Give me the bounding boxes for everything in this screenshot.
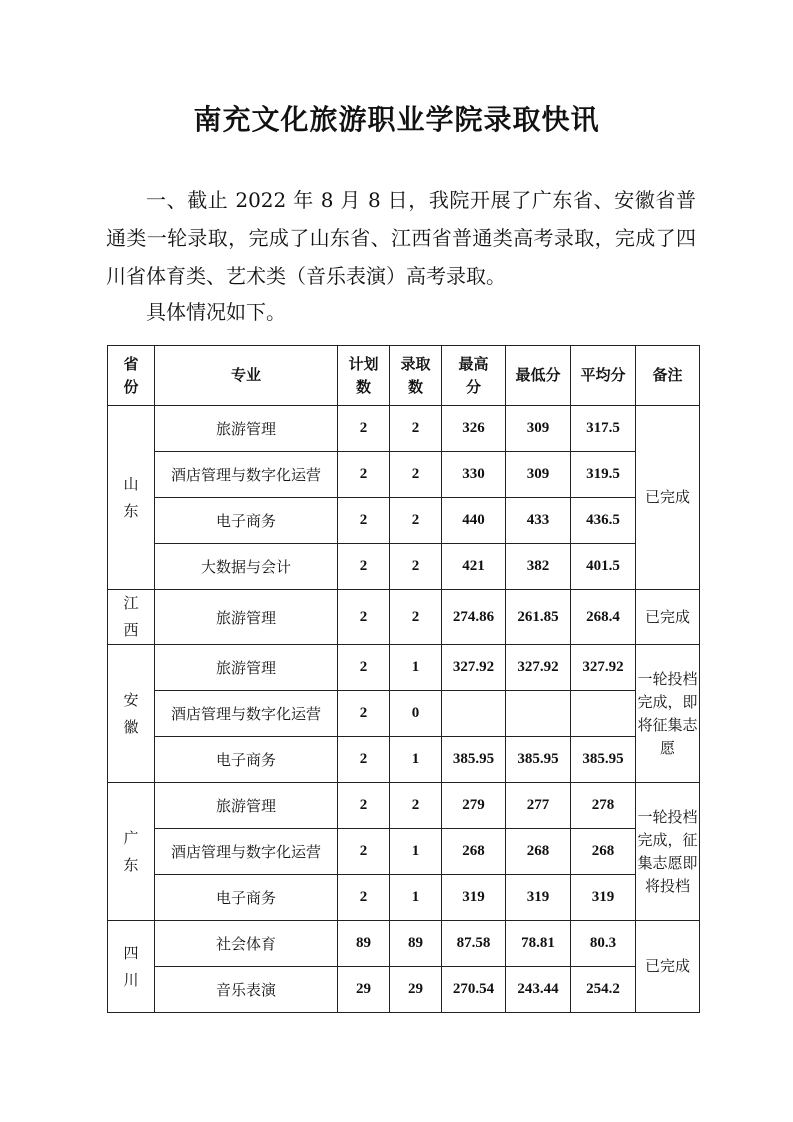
min-cell bbox=[506, 691, 571, 737]
table-body bbox=[108, 406, 700, 1013]
province-cell: 四川 bbox=[108, 921, 155, 1013]
plan-cell: 2 bbox=[338, 452, 390, 498]
note-cell: 已完成 bbox=[636, 921, 700, 1013]
avg-cell: 401.5 bbox=[571, 544, 636, 590]
table-row bbox=[108, 544, 700, 590]
table-row bbox=[108, 737, 700, 783]
min-cell: 327.92 bbox=[506, 645, 571, 691]
avg-cell: 319.5 bbox=[571, 452, 636, 498]
note-cell: 已完成 bbox=[636, 406, 700, 590]
table-row bbox=[108, 783, 700, 829]
min-cell: 78.81 bbox=[506, 921, 571, 967]
avg-cell: 254.2 bbox=[571, 967, 636, 1013]
avg-cell: 317.5 bbox=[571, 406, 636, 452]
intro-paragraph: 一、截止 2022 年 8 月 8 日，我院开展了广东省、安徽省普通类一轮录取，完成了山东省、江西省普通类高考录取，完成了四川省体育类、艺术类（音乐表演）高考录取。 bbox=[106, 188, 696, 288]
max-cell: 330 bbox=[442, 452, 506, 498]
table-row bbox=[108, 590, 700, 645]
admitted-cell: 2 bbox=[390, 498, 442, 544]
admitted-cell: 1 bbox=[390, 645, 442, 691]
province-cell: 江西 bbox=[108, 590, 155, 645]
admitted-cell: 2 bbox=[390, 590, 442, 645]
header-min-score: 最低分 bbox=[506, 346, 571, 406]
min-cell: 309 bbox=[506, 406, 571, 452]
max-cell: 385.95 bbox=[442, 737, 506, 783]
admitted-cell: 2 bbox=[390, 544, 442, 590]
note-cell: 一轮投档完成，征集志愿即将投档 bbox=[636, 783, 700, 921]
max-cell: 279 bbox=[442, 783, 506, 829]
max-cell: 268 bbox=[442, 829, 506, 875]
max-cell: 270.54 bbox=[442, 967, 506, 1013]
plan-cell: 2 bbox=[338, 691, 390, 737]
max-cell: 274.86 bbox=[442, 590, 506, 645]
major-cell: 大数据与会计 bbox=[155, 544, 338, 590]
avg-cell: 436.5 bbox=[571, 498, 636, 544]
note-cell: 已完成 bbox=[636, 590, 700, 645]
avg-cell: 80.3 bbox=[571, 921, 636, 967]
header-province: 省份 bbox=[108, 346, 155, 406]
plan-cell: 2 bbox=[338, 829, 390, 875]
major-cell: 音乐表演 bbox=[155, 967, 338, 1013]
plan-cell: 2 bbox=[338, 590, 390, 645]
plan-cell: 29 bbox=[338, 967, 390, 1013]
major-cell: 酒店管理与数字化运营 bbox=[155, 829, 338, 875]
page-title: 南充文化旅游职业学院录取快讯 bbox=[193, 103, 600, 136]
plan-cell: 2 bbox=[338, 544, 390, 590]
table-row bbox=[108, 921, 700, 967]
province-cell: 广东 bbox=[108, 783, 155, 921]
table-row bbox=[108, 967, 700, 1013]
note-cell: 一轮投档完成，即将征集志愿 bbox=[636, 645, 700, 783]
major-cell: 旅游管理 bbox=[155, 783, 338, 829]
admitted-cell: 2 bbox=[390, 406, 442, 452]
plan-cell: 2 bbox=[338, 875, 390, 921]
min-cell: 309 bbox=[506, 452, 571, 498]
province-cell: 安徽 bbox=[108, 645, 155, 783]
avg-cell: 268.4 bbox=[571, 590, 636, 645]
admitted-cell: 2 bbox=[390, 783, 442, 829]
max-cell: 326 bbox=[442, 406, 506, 452]
plan-cell: 89 bbox=[338, 921, 390, 967]
min-cell: 277 bbox=[506, 783, 571, 829]
max-cell: 319 bbox=[442, 875, 506, 921]
plan-cell: 2 bbox=[338, 737, 390, 783]
table-row bbox=[108, 645, 700, 691]
avg-cell bbox=[571, 691, 636, 737]
avg-cell: 278 bbox=[571, 783, 636, 829]
detail-lead-paragraph: 具体情况如下。 bbox=[146, 300, 286, 324]
header-max-score: 最高分 bbox=[442, 346, 506, 406]
table-row bbox=[108, 875, 700, 921]
admitted-cell: 1 bbox=[390, 829, 442, 875]
major-cell: 电子商务 bbox=[155, 875, 338, 921]
table-header-row bbox=[108, 346, 700, 406]
max-cell: 87.58 bbox=[442, 921, 506, 967]
avg-cell: 268 bbox=[571, 829, 636, 875]
min-cell: 319 bbox=[506, 875, 571, 921]
admitted-cell: 89 bbox=[390, 921, 442, 967]
table-row bbox=[108, 452, 700, 498]
admitted-cell: 29 bbox=[390, 967, 442, 1013]
major-cell: 酒店管理与数字化运营 bbox=[155, 691, 338, 737]
admitted-cell: 1 bbox=[390, 737, 442, 783]
min-cell: 382 bbox=[506, 544, 571, 590]
plan-cell: 2 bbox=[338, 406, 390, 452]
major-cell: 酒店管理与数字化运营 bbox=[155, 452, 338, 498]
table-row bbox=[108, 498, 700, 544]
major-cell: 旅游管理 bbox=[155, 406, 338, 452]
header-plan: 计划数 bbox=[338, 346, 390, 406]
admitted-cell: 2 bbox=[390, 452, 442, 498]
max-cell bbox=[442, 691, 506, 737]
plan-cell: 2 bbox=[338, 498, 390, 544]
avg-cell: 327.92 bbox=[571, 645, 636, 691]
table-row bbox=[108, 691, 700, 737]
min-cell: 261.85 bbox=[506, 590, 571, 645]
major-cell: 电子商务 bbox=[155, 737, 338, 783]
min-cell: 268 bbox=[506, 829, 571, 875]
major-cell: 旅游管理 bbox=[155, 645, 338, 691]
province-cell: 山东 bbox=[108, 406, 155, 590]
max-cell: 421 bbox=[442, 544, 506, 590]
max-cell: 327.92 bbox=[442, 645, 506, 691]
major-cell: 社会体育 bbox=[155, 921, 338, 967]
header-note: 备注 bbox=[636, 346, 700, 406]
major-cell: 旅游管理 bbox=[155, 590, 338, 645]
admitted-cell: 0 bbox=[390, 691, 442, 737]
header-major: 专业 bbox=[155, 346, 338, 406]
min-cell: 433 bbox=[506, 498, 571, 544]
header-admitted: 录取数 bbox=[390, 346, 442, 406]
admission-table bbox=[107, 345, 700, 1013]
avg-cell: 319 bbox=[571, 875, 636, 921]
table-row bbox=[108, 829, 700, 875]
min-cell: 243.44 bbox=[506, 967, 571, 1013]
plan-cell: 2 bbox=[338, 645, 390, 691]
admitted-cell: 1 bbox=[390, 875, 442, 921]
major-cell: 电子商务 bbox=[155, 498, 338, 544]
min-cell: 385.95 bbox=[506, 737, 571, 783]
plan-cell: 2 bbox=[338, 783, 390, 829]
avg-cell: 385.95 bbox=[571, 737, 636, 783]
max-cell: 440 bbox=[442, 498, 506, 544]
header-avg-score: 平均分 bbox=[571, 346, 636, 406]
table-row bbox=[108, 406, 700, 452]
